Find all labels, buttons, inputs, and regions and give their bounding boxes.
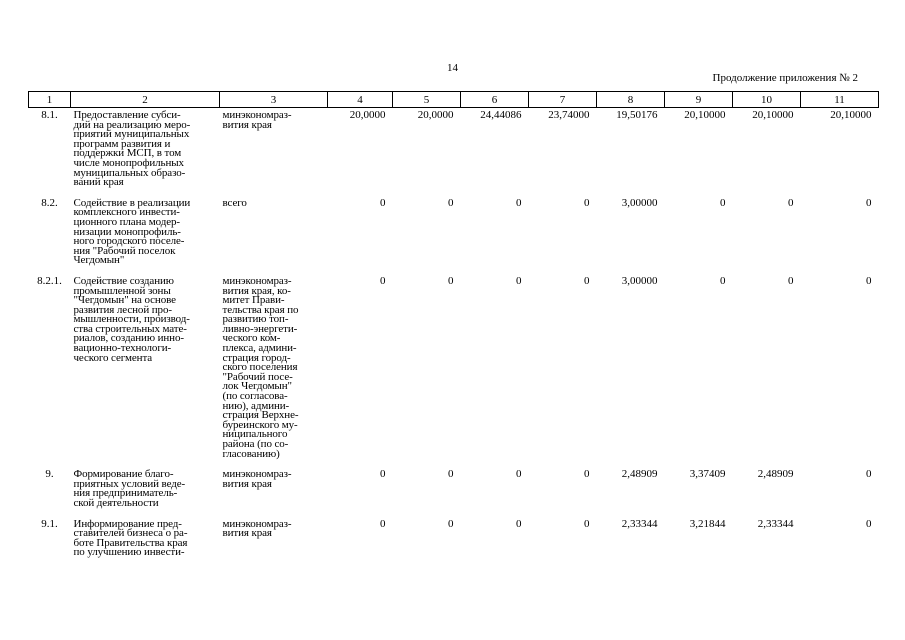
activity-name: Содействие созданию промышленной зоны "Чегдомын" на основе развития лесной про- мышленности, производ- ства строительных мате- риалов, созданию инно- вационно-технологи- ческого сегмента	[73, 274, 190, 364]
value-cell: 23,74000	[548, 109, 590, 121]
table-row	[29, 196, 879, 274]
table-row	[29, 517, 879, 566]
executor: минэкономраз- вития края, ко- митет Прави- тельства края по развитию топ- ливно-энергети- ческого ком- плекса, админи- страция город- ского поселения "Рабочий посе- лок Чегдомын" (по согласова- нию), админи- страция Верхне- буреинского му- ниципального района (по со- гласованию)	[222, 274, 299, 460]
row-number: 8.1.	[41, 109, 58, 121]
appendix-table	[28, 91, 879, 566]
activity-name: Предоставление субси- дий на реализацию меро- приятий муниципальных программ развития и поддержки МСП, в том числе монопрофильных муниципальных образо- ваний края	[73, 109, 191, 189]
value-cell: 0	[380, 517, 386, 530]
value-cell: 0	[866, 517, 872, 530]
value-cell: 0	[788, 196, 794, 209]
table-row	[29, 108, 879, 196]
activity-name: Формирование благо- приятных условий веде- ния предприниматель- ской деятельности	[73, 468, 186, 509]
column-number-row	[29, 92, 879, 108]
value-cell: 3,00000	[621, 196, 658, 209]
column-header: 1	[29, 92, 71, 108]
column-header: 4	[328, 92, 393, 108]
value-cell: 0	[380, 196, 386, 209]
value-cell: 20,10000	[752, 109, 794, 121]
executor: минэкономраз- вития края	[222, 517, 292, 540]
value-cell: 2,48909	[757, 468, 794, 481]
value-cell: 19,50176	[616, 109, 658, 121]
column-header: 11	[801, 92, 879, 108]
value-cell: 0	[866, 468, 872, 481]
column-header: 3	[220, 92, 328, 108]
activity-name: Информирование пред- ставителей бизнеса о ра- боте Правительства края по улучшению инвести-	[73, 517, 188, 559]
value-cell: 0	[720, 196, 726, 209]
value-cell: 0	[516, 196, 522, 209]
value-cell: 24,44086	[480, 109, 522, 121]
value-cell: 0	[720, 274, 726, 287]
value-cell: 0	[516, 274, 522, 287]
value-cell: 0	[380, 468, 386, 481]
value-cell: 0	[516, 468, 522, 481]
column-header: 5	[393, 92, 461, 108]
value-cell: 0	[788, 274, 794, 287]
activity-name: Содействие в реализации комплексного инвести- ционного плана модер- низации монопрофиль- ного городского поселе- ния "Рабочий поселок Чегдомын"	[73, 196, 191, 267]
value-cell: 0	[584, 468, 590, 481]
value-cell: 20,10000	[684, 109, 726, 121]
value-cell: 2,33344	[621, 517, 658, 530]
value-cell: 0	[584, 196, 590, 209]
value-cell: 0	[380, 274, 386, 287]
row-number: 9.	[45, 468, 54, 481]
value-cell: 0	[448, 517, 454, 530]
value-cell: 2,33344	[757, 517, 794, 530]
column-header: 8	[597, 92, 665, 108]
value-cell: 3,37409	[689, 468, 726, 481]
column-header: 10	[733, 92, 801, 108]
executor: минэкономраз- вития края	[222, 468, 292, 490]
value-cell: 0	[584, 517, 590, 530]
value-cell: 0	[516, 517, 522, 530]
value-cell: 0	[584, 274, 590, 287]
continuation-label: Продолжение приложения № 2	[712, 72, 858, 84]
column-header: 6	[461, 92, 529, 108]
row-number: 8.2.	[41, 196, 58, 209]
row-number: 9.1.	[41, 517, 58, 530]
value-cell: 20,0000	[417, 109, 454, 121]
executor: минэкономраз- вития края	[222, 109, 292, 131]
value-cell: 0	[866, 196, 872, 209]
value-cell: 0	[866, 274, 872, 287]
value-cell: 3,00000	[621, 274, 658, 287]
value-cell: 2,48909	[621, 468, 658, 481]
column-header: 9	[665, 92, 733, 108]
table-row	[29, 274, 879, 467]
column-header: 2	[71, 92, 220, 108]
value-cell: 3,21844	[689, 517, 726, 530]
value-cell: 0	[448, 274, 454, 287]
executor: всего	[222, 196, 247, 209]
value-cell: 0	[448, 196, 454, 209]
row-number: 8.2.1.	[37, 274, 62, 287]
page-number: 14	[447, 62, 458, 74]
value-cell: 20,10000	[830, 109, 872, 121]
table-row	[29, 467, 879, 516]
column-header: 7	[529, 92, 597, 108]
value-cell: 20,0000	[349, 109, 386, 121]
value-cell: 0	[448, 468, 454, 481]
